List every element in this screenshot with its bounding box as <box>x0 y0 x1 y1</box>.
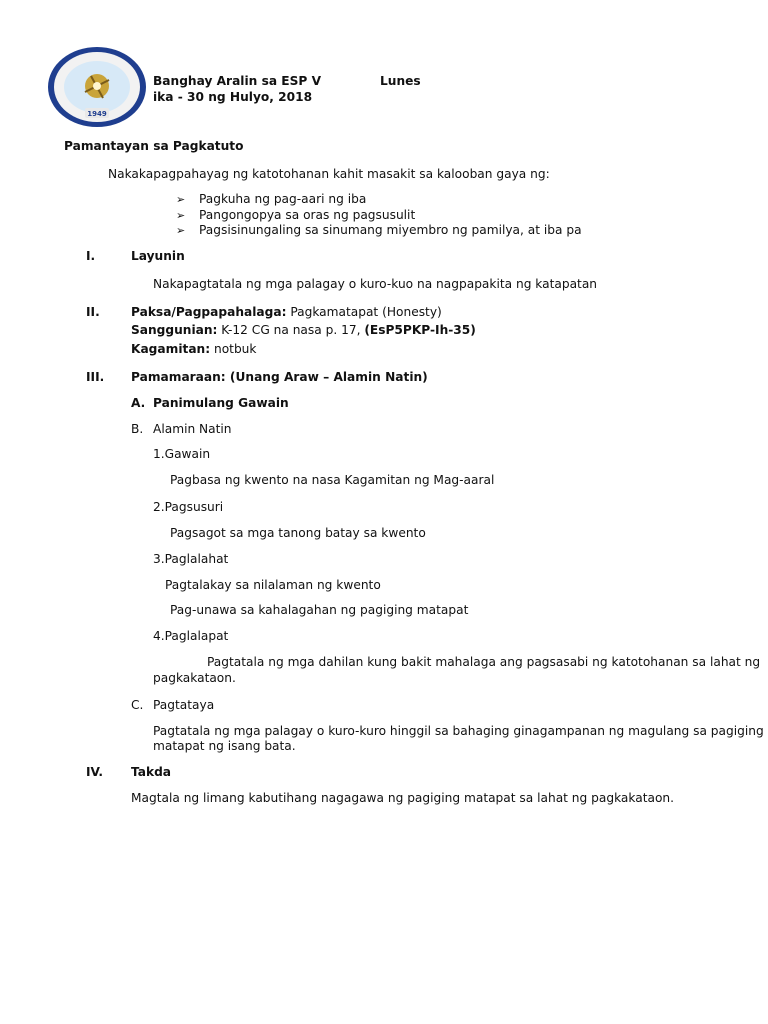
part-a-letter: A. <box>131 396 146 410</box>
lesson-day: Lunes <box>380 74 421 88</box>
step-1-label: 1.Gawain <box>153 447 211 461</box>
section-1-text: Nakapagtatala ng mga palagay o kuro-kuo na nagpapakita ng katapatan <box>153 277 598 291</box>
step-4-text-continued: pagkakataon. <box>153 671 236 685</box>
part-a-title: Panimulang Gawain <box>153 396 289 410</box>
step-4-text: Pagtatala ng mga dahilan kung bakit mahalaga ang pagsasabi ng katotohanan sa lahat ng <box>207 655 761 669</box>
materials-value: notbuk <box>210 342 257 356</box>
lesson-date: ika - 30 ng Hulyo, 2018 <box>153 90 313 104</box>
reference-label: Sanggunian: <box>131 323 218 337</box>
standard-bullet-item: Pagsisinungaling sa sinumang miyembro ng pamilya, at iba pa <box>199 223 582 237</box>
section-4-number: IV. <box>86 765 104 779</box>
step-4-label: 4.Paglalapat <box>153 629 229 643</box>
section-3-number: III. <box>86 370 105 384</box>
part-c-text-continued: matapat ng isang bata. <box>153 739 296 753</box>
bullet-icon: ➢ <box>176 193 186 206</box>
part-b-letter: B. <box>131 422 144 436</box>
subject-label: Paksa/Pagpapahalaga: <box>131 305 287 319</box>
step-2-label: 2.Pagsusuri <box>153 500 224 514</box>
standard-bullet-item: Pangongopya sa oras ng pagsusulit <box>199 208 416 222</box>
materials-label: Kagamitan: <box>131 342 211 356</box>
section-1-title: Layunin <box>131 249 185 263</box>
section-1-number: I. <box>86 249 96 263</box>
bullet-icon: ➢ <box>176 209 186 222</box>
bullet-icon: ➢ <box>176 224 186 237</box>
standard-bullet-item: Pagkuha ng pag-aari ng iba <box>199 192 367 206</box>
step-3-text: Pagtalakay sa nilalaman ng kwento <box>165 578 381 592</box>
reference-line <box>131 323 476 337</box>
section-2-number: II. <box>86 305 100 319</box>
step-2-text: Pagsagot sa mga tanong batay sa kwento <box>170 526 426 540</box>
section-4-text: Magtala ng limang kabutihang nagagawa ng pagiging matapat sa lahat ng pagkakataon. <box>131 791 675 805</box>
step-1-text: Pagbasa ng kwento na nasa Kagamitan ng Mag-aaral <box>170 473 495 487</box>
seal-year: 1949 <box>87 110 107 118</box>
reference-value: K-12 CG na nasa p. 17, <box>217 323 365 337</box>
part-b-title: Alamin Natin <box>153 422 232 436</box>
materials-line <box>131 342 256 356</box>
part-c-text: Pagtatala ng mga palagay o kuro-kuro hinggil sa bahaging ginagampanan ng magulang sa pagiging <box>153 724 764 738</box>
school-seal-logo <box>47 46 147 128</box>
lesson-plan-title: Banghay Aralin sa ESP V <box>153 74 322 88</box>
step-3-text: Pag-unawa sa kahalagahan ng pagiging matapat <box>170 603 469 617</box>
standard-heading: Pamantayan sa Pagkatuto <box>64 139 244 153</box>
step-3-label: 3.Paglalahat <box>153 552 229 566</box>
part-c-title: Pagtataya <box>153 698 215 712</box>
section-4-title: Takda <box>131 765 172 779</box>
part-c-letter: C. <box>131 698 144 712</box>
subject-value: Pagkamatapat (Honesty) <box>286 305 442 319</box>
reference-code: (EsP5PKP-Ih-35) <box>364 323 476 337</box>
standard-intro: Nakakapagpahayag ng katotohanan kahit masakit sa kalooban gaya ng: <box>108 167 550 181</box>
subject-line <box>131 305 442 319</box>
section-3-title: Pamamaraan: (Unang Araw – Alamin Natin) <box>131 370 428 384</box>
